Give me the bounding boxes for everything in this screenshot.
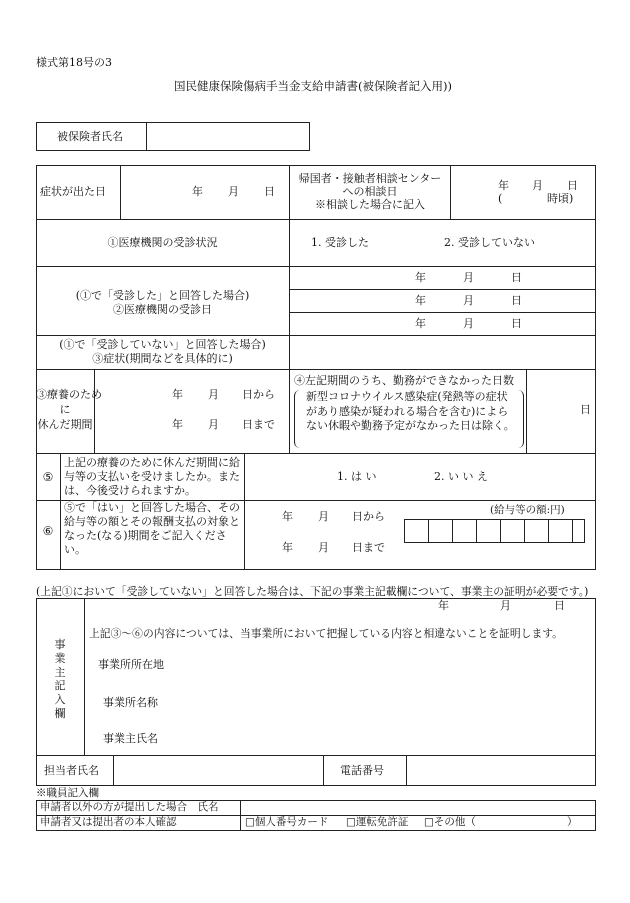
- leave-label-1: ③療養のため: [36, 388, 102, 401]
- symptom-date-label: 症状が出た日: [40, 185, 106, 198]
- contact-person-label: 担当者氏名: [44, 764, 99, 777]
- employer-side-label: 事 業 主 記 入 欄: [54, 638, 66, 720]
- id-other-field[interactable]: [487, 815, 567, 830]
- q1-option-visited[interactable]: 1. 受診した: [311, 236, 369, 249]
- q5-option-yes[interactable]: 1. は い: [337, 470, 377, 483]
- id-other-close: ）: [567, 816, 578, 828]
- staff-row2-label: 申請者又は提出者の本人確認: [40, 816, 177, 828]
- q6-question: ⑤で「はい」と回答した場合、その給与等の額とその報酬支払の対象となった(なる)期間をご記入ください。: [64, 501, 240, 556]
- q3-label-1: (①で「受診していない」と回答した場合): [59, 338, 266, 351]
- leave-to-date[interactable]: 年 月 日まで: [172, 418, 275, 431]
- leave-label-2: に: [59, 403, 71, 416]
- q6-amount-digit[interactable]: [476, 519, 501, 543]
- insured-name-field[interactable]: [148, 124, 308, 149]
- q1-label: ①医療機関の受診状況: [107, 236, 218, 249]
- leave-from-date[interactable]: 年 月 日から: [172, 388, 275, 401]
- q6-to-date[interactable]: 年 月 日まで: [282, 541, 385, 554]
- q6-amount-digit[interactable]: [404, 519, 429, 543]
- q6-amount-digit[interactable]: [572, 519, 585, 543]
- leave-label-3: 休んだ期間: [37, 418, 93, 431]
- consult-date-field[interactable]: 年 月 日 ( 時頃): [498, 179, 578, 205]
- page-title: 国民健康保険傷病手当金支給申請書(被保険者記入用)): [174, 79, 452, 93]
- staff-heading: ※職員記入欄: [36, 787, 99, 799]
- consult-date-label-2: への相談日: [342, 185, 398, 198]
- q6-amount-digit[interactable]: [428, 519, 453, 543]
- symptom-date-field[interactable]: 年 月 日: [192, 185, 275, 198]
- employer-note: (上記①において「受診していない」と回答した場合は、下記の事業主記載欄について、事業主の証明が必要です。): [36, 585, 589, 598]
- employer-owner-field[interactable]: [180, 726, 590, 748]
- employer-certify-text: 上記③～⑥の内容については、当事業所において把握している内容と相違ないことを証明します。: [89, 627, 563, 640]
- form-number: 様式第18号の3: [36, 56, 112, 69]
- q4-days-field[interactable]: 日: [580, 403, 591, 416]
- consult-date-label-1: 帰国者・接触者相談センター: [298, 172, 442, 185]
- q6-number: ⑥: [42, 524, 54, 538]
- q5-option-no[interactable]: 2. い い え: [434, 470, 488, 483]
- q2-label-2: ②医療機関の受診日: [113, 303, 212, 316]
- employer-owner-label: 事業主氏名: [103, 732, 158, 745]
- q5-number: ⑤: [42, 470, 54, 484]
- consult-date-label-3: ※相談した場合に記入: [315, 198, 425, 211]
- q2-visit-date-3[interactable]: 年 月 日: [415, 317, 522, 330]
- id-check-other[interactable]: □その他（: [424, 816, 476, 828]
- q4-note: 新型コロナウイルス感染症(発熱等の症状があり感染が疑われる場合を含む)によらない休暇や勤務予定がなかった日は除く。: [306, 390, 515, 432]
- id-check-license[interactable]: □運転免許証: [346, 816, 409, 828]
- q6-amount-label: (給与等の額:円): [490, 504, 565, 516]
- q5-question: 上記の療養のために休んだ期間に給与等の支払いを受けましたか。または、今後受けられますか。: [64, 456, 240, 497]
- contact-person-field[interactable]: [115, 757, 321, 784]
- q2-label-1: (①で「受診した」と回答した場合): [75, 289, 250, 302]
- q6-amount-digit[interactable]: [524, 519, 549, 543]
- q3-symptoms-field[interactable]: [291, 337, 594, 367]
- phone-label: 電話番号: [340, 764, 384, 777]
- q6-amount-digit[interactable]: [452, 519, 477, 543]
- employer-address-field[interactable]: [180, 652, 590, 674]
- q3-label-2: ③症状(期間などを具体的に): [92, 352, 233, 365]
- q6-amount-digit[interactable]: [548, 519, 573, 543]
- employer-name-field[interactable]: [180, 690, 590, 712]
- q4-title: ④左記期間のうち、勤務ができなかった日数: [294, 374, 514, 387]
- employer-cert-date[interactable]: 年 月 日: [438, 599, 565, 612]
- id-check-mynumber[interactable]: □個人番号カード: [245, 816, 329, 828]
- employer-address-label: 事業所所在地: [98, 658, 164, 671]
- insured-name-label: 被保険者氏名: [57, 130, 123, 143]
- submitter-name-field[interactable]: [242, 801, 594, 814]
- q1-option-not-visited[interactable]: 2. 受診していない: [444, 236, 535, 249]
- q6-amount-digit[interactable]: [500, 519, 525, 543]
- phone-field[interactable]: [408, 757, 594, 784]
- q2-visit-date-1[interactable]: 年 月 日: [415, 271, 522, 284]
- q6-from-date[interactable]: 年 月 日から: [282, 510, 385, 523]
- employer-name-label: 事業所名称: [103, 696, 158, 709]
- q2-visit-date-2[interactable]: 年 月 日: [415, 294, 522, 307]
- staff-row1-label: 申請者以外の方が提出した場合 氏名: [40, 801, 219, 813]
